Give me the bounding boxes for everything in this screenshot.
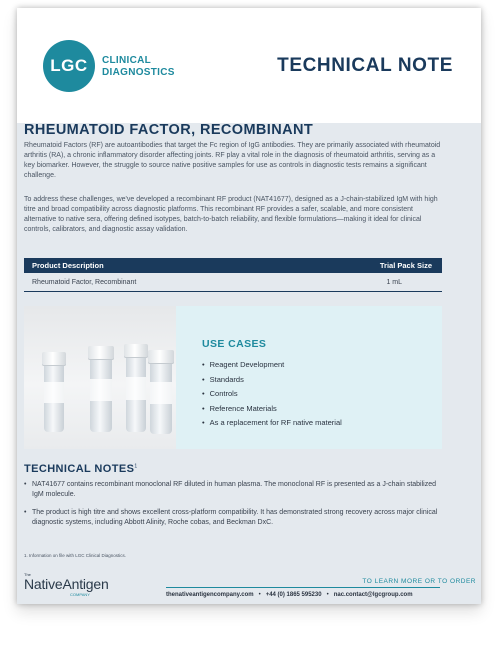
footer-divider — [166, 587, 440, 588]
brand-prefix: The — [24, 572, 31, 577]
table-header-size: Trial Pack Size — [379, 261, 432, 270]
brand-name: NativeAntigen — [24, 576, 109, 592]
intro-paragraph-2: To address these challenges, we've developed a recombinant RF product (NAT41677), designed as a J-chain-stabilized IgM with high titre and broad compatibility across diagnostic platforms. This recombinant RF provides a safer, scalable, and more consistent alternative to native sera, offering defined isotypes, batch-to-batch reliability, and flexible formulations—making it ideal for clinical controls, calibrators, and diagnostic assay validation. — [24, 196, 438, 233]
list-item: • Standards — [202, 373, 342, 388]
logo-line-2: DIAGNOSTICS — [102, 67, 175, 78]
technical-notes-heading: TECHNICAL NOTES — [24, 463, 135, 475]
table-cell-size: 1 mL — [386, 278, 402, 286]
technical-notes-list — [24, 480, 444, 536]
list-item: • NAT41677 contains recombinant monoclonal RF diluted in human plasma. The monoclonal RF is presented as a J-chain stabilized IgM molecule. — [24, 480, 444, 500]
vial-image — [124, 344, 148, 432]
list-item: • Reagent Development — [202, 358, 342, 373]
website-link[interactable]: thenativeantigencompany.com — [166, 592, 254, 598]
list-item: • Reference Materials — [202, 402, 342, 417]
table-cell-description: Rheumatoid Factor, Recombinant — [32, 278, 137, 286]
list-item: • The product is high titre and shows excellent cross-platform compatibility. It has demonstrated strong recovery across major clinical diagnostic systems, including Abbott Alinity, Roche cobas, and Beckman DxC. — [24, 508, 444, 528]
table-header-row — [24, 258, 442, 273]
header — [17, 8, 481, 123]
vial-image — [148, 350, 174, 434]
technical-notes-title — [24, 463, 138, 475]
learn-more-heading: TO LEARN MORE OR TO ORDER — [362, 578, 476, 585]
logo-line-1: CLINICAL — [102, 55, 152, 66]
contact-line: thenativeantigencompany.com • +44 (0) 1865 595230 • nac.contact@lgcgroup.com — [166, 592, 413, 598]
vial-image — [88, 346, 114, 432]
lgc-logo: LGC — [43, 40, 95, 92]
intro-paragraph-1: Rheumatoid Factors (RF) are autoantibodies that target the Fc region of IgG antibodies. They are primarily associated with rheumatoid arthritis (RA), a chronic inflammatory disorder affecting joints. RF play a vital role in the diagnosis of rheumatoid arthritis, serving as a key biomarker. However, the struggle to source native positive samples for use as controls in diagnostic tests remains a significant challenge. — [24, 142, 441, 179]
list-item: • Controls — [202, 387, 342, 402]
page-title: RHEUMATOID FACTOR, RECOMBINANT — [24, 122, 314, 138]
email-link[interactable]: nac.contact@lgcgroup.com — [333, 592, 413, 598]
use-cases-list — [202, 358, 342, 431]
phone-number: +44 (0) 1865 595230 — [265, 592, 322, 598]
table-header-description: Product Description — [32, 261, 104, 270]
use-cases-panel — [24, 306, 442, 449]
list-item: • As a replacement for RF native material — [202, 416, 342, 431]
document-type-title: TECHNICAL NOTE — [277, 55, 453, 76]
table-row — [24, 273, 442, 292]
brand-suffix: COMPANY — [70, 592, 90, 597]
footnote: 1. Information on file with LGC Clinical Diagnostics. — [24, 553, 127, 558]
product-table — [24, 258, 442, 292]
footnote-marker: 1 — [134, 463, 138, 470]
vial-image — [42, 352, 66, 432]
use-cases-title: USE CASES — [202, 338, 267, 350]
product-vials-photo — [24, 306, 176, 449]
logo-wordmark — [102, 55, 175, 79]
